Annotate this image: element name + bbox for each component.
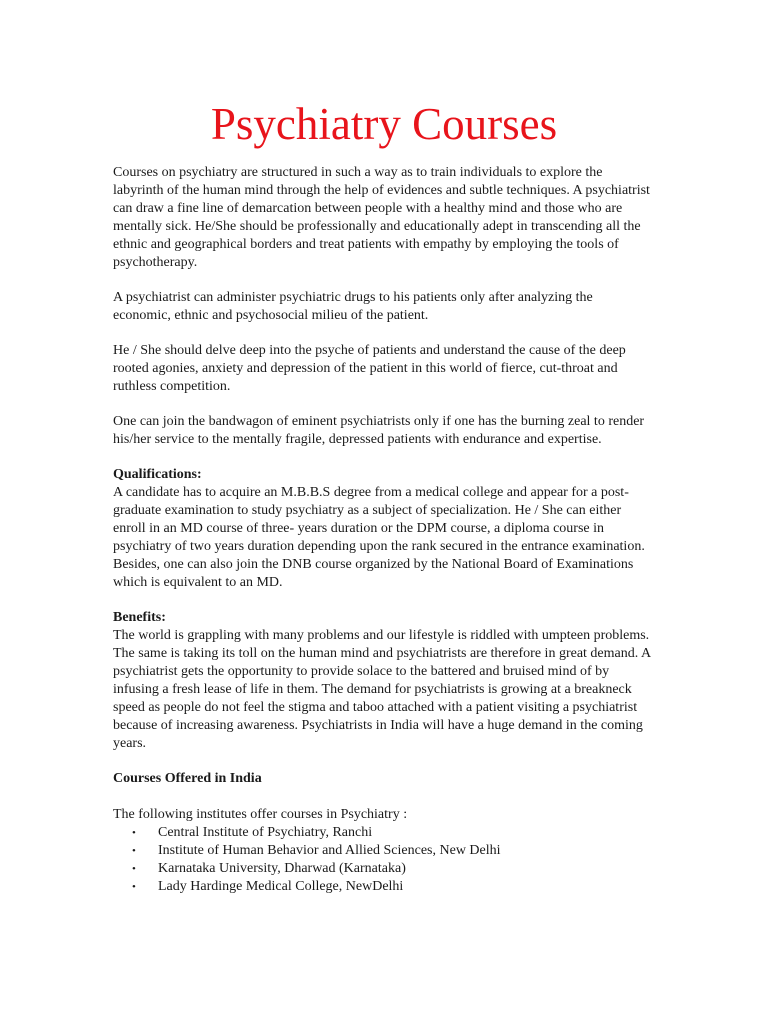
qualifications-text: A candidate has to acquire an M.B.B.S degree from a medical college and appear for a post- graduate examination to study psychiatry as a subject of specialization. He / She can either enroll in an MD course of three- years duration or the DPM course, a diploma course in psychiatry of two years duration depending upon the rank secured in the entrance examination. Besides, one can also join the DNB course organized by the National Board of Examinations which is equivalent to an MD. <box>113 485 645 590</box>
list-item <box>113 842 653 860</box>
institute-name: Karnataka University, Dharwad (Karnataka) <box>158 861 406 876</box>
qualifications-section <box>113 466 653 592</box>
benefits-section <box>113 609 653 753</box>
paragraph-drugs: A psychiatrist can administer psychiatric drugs to his patients only after analyzing the economic, ethnic and psychosocial milieu of the patient. <box>113 290 593 323</box>
qualifications-heading: Qualifications: <box>113 467 202 482</box>
benefits-text: The world is grappling with many problems and our lifestyle is riddled with umpteen problems. The same is taking its toll on the human mind and psychiatrists are therefore in great demand. A psychiatrist gets the opportunity to provide solace to the battered and bruised mind of by infusing a fresh lease of life in them. The demand for psychiatrists is growing at a breakneck speed as people do not feel the stigma and taboo attached with a patient visiting a psychiatrist because of increasing awareness. Psychiatrists in India will have a huge demand in the coming years. <box>113 628 651 751</box>
bullet-icon: • <box>132 827 136 839</box>
institute-name: Lady Hardinge Medical College, NewDelhi <box>158 879 404 894</box>
document-body <box>113 164 653 896</box>
paragraph-intro: Courses on psychiatry are structured in such a way as to train individuals to explore the labyrinth of the human mind through the help of evidences and subtle techniques. A psychiatrist can draw a fine line of demarcation between people with a healthy mind and those who are mentally sick. He/She should be professionally and educationally adept in transcending all the ethnic and geographical borders and treat patients with empathy by employing the tools of psychotherapy. <box>113 165 650 270</box>
institute-name: Institute of Human Behavior and Allied Sciences, New Delhi <box>158 843 501 858</box>
courses-heading: Courses Offered in India <box>113 771 262 786</box>
paragraph-bandwagon: One can join the bandwagon of eminent psychiatrists only if one has the burning zeal to render his/her service to the mentally fragile, depressed patients with endurance and expertise. <box>113 414 645 447</box>
document-title: Psychiatry Courses <box>210 99 558 149</box>
list-item <box>113 824 653 842</box>
paragraph-psyche: He / She should delve deep into the psyche of patients and understand the cause of the deep rooted agonies, anxiety and depression of the patient in this world of fierce, cut-throat and ruthless competition. <box>113 343 626 394</box>
section-spacer <box>113 788 653 806</box>
bullet-icon: • <box>132 881 136 893</box>
list-item <box>113 878 653 896</box>
bullet-icon: • <box>132 863 136 875</box>
list-item <box>113 860 653 878</box>
benefits-heading: Benefits: <box>113 610 166 625</box>
institute-name: Central Institute of Psychiatry, Ranchi <box>158 825 373 840</box>
bullet-icon: • <box>132 845 136 857</box>
institutes-list <box>113 824 653 896</box>
courses-section <box>113 770 653 896</box>
courses-intro: The following institutes offer courses in Psychiatry : <box>113 807 408 822</box>
